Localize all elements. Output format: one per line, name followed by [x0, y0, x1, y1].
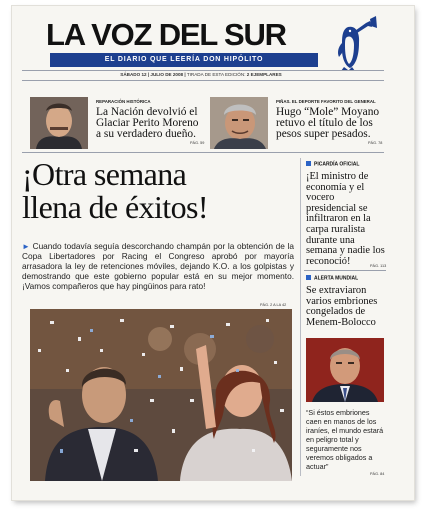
teaser-rule: [22, 152, 384, 153]
sidebar-photo-bush: [306, 338, 384, 402]
sidebar-rule: [304, 270, 386, 271]
blue-square-icon: [306, 275, 311, 280]
main-headline: [22, 158, 292, 224]
sidebar-divider: [300, 158, 301, 476]
header-rule-top: [22, 70, 384, 71]
teaser-1-text: La Nación devolvió el Glaciar Perito Moreno a su verdadero dueño.: [96, 106, 199, 140]
dateline-edition-label: TIRADA DE ESTA EDICIÓN:: [186, 72, 246, 77]
sidebar-2-page: PÁG. 84: [370, 472, 385, 476]
masthead-title: LA VOZ DEL SUR: [46, 17, 286, 52]
sidebar-1-text: ¡El ministro de economía y el vocero presidencial se infiltraron en la carpa ruralista durante una semana y nadie los reconoció!: [306, 171, 385, 267]
main-lead-text: Cuando todavía seguía descorchando champán por la obtención de la Copa Libertadores por Racing el Congreso aprobó por mayoría arrasadora la ley de retenciones móviles, dejando K.O. a los golpistas y demostrando que este gobierno popular está en su mejor momento. ¡Vamos compañeros que hay pingüinos para rato!: [22, 241, 294, 291]
sidebar-2-quote: “Si éstos embriones caen en manos de los iraníes, el mundo estará en peligro total y seguramente nos veremos obligados a actuar”: [306, 408, 384, 471]
teaser-photo-politician: [30, 97, 88, 149]
dateline: [20, 72, 382, 77]
main-headline-line1: ¡Otra semana: [22, 156, 187, 192]
sidebar-2-text: Se extraviaron varios embriones congelados de Menem-Bolocco: [306, 285, 378, 328]
sidebar-2-label: ALERTA MUNDIAL: [306, 275, 358, 282]
masthead-tagline: EL DIARIO QUE LEERÍA DON HIPÓLITO: [50, 53, 318, 67]
teaser-2-page: PÁG. 78: [368, 141, 383, 145]
dateline-date: SÁBADO 12 | JULIO DE 2008 |: [120, 72, 186, 77]
sidebar-1-page: PÁG. 113: [370, 264, 387, 268]
header-rule-bottom: [22, 80, 384, 81]
teaser-photo-moyano: [210, 97, 268, 149]
main-headline-line2: llena de éxitos!: [22, 189, 208, 225]
main-lead: [22, 242, 294, 292]
teaser-1-kicker: REPARACIÓN HISTÓRICA: [96, 99, 151, 104]
teaser-2-text: Hugo “Mole” Moyano retuvo el título de los pesos super pesados.: [276, 106, 380, 140]
arrow-icon: ►: [22, 242, 30, 251]
teaser-2-kicker: PIÑAS. EL DEPORTE FAVORITO DEL GENERAL: [276, 99, 376, 104]
sidebar-1-label: PICARDÍA OFICIAL: [306, 161, 359, 168]
main-photo-celebration: [30, 309, 292, 481]
penguin-trumpet-icon: [326, 13, 378, 73]
dateline-edition-value: 2 EJEMPLARES: [246, 72, 282, 77]
teaser-1-page: PÁG. 59: [190, 141, 205, 145]
main-photo-page: PÁG. 2 A LA 42: [260, 303, 287, 307]
blue-square-icon: [306, 161, 311, 166]
